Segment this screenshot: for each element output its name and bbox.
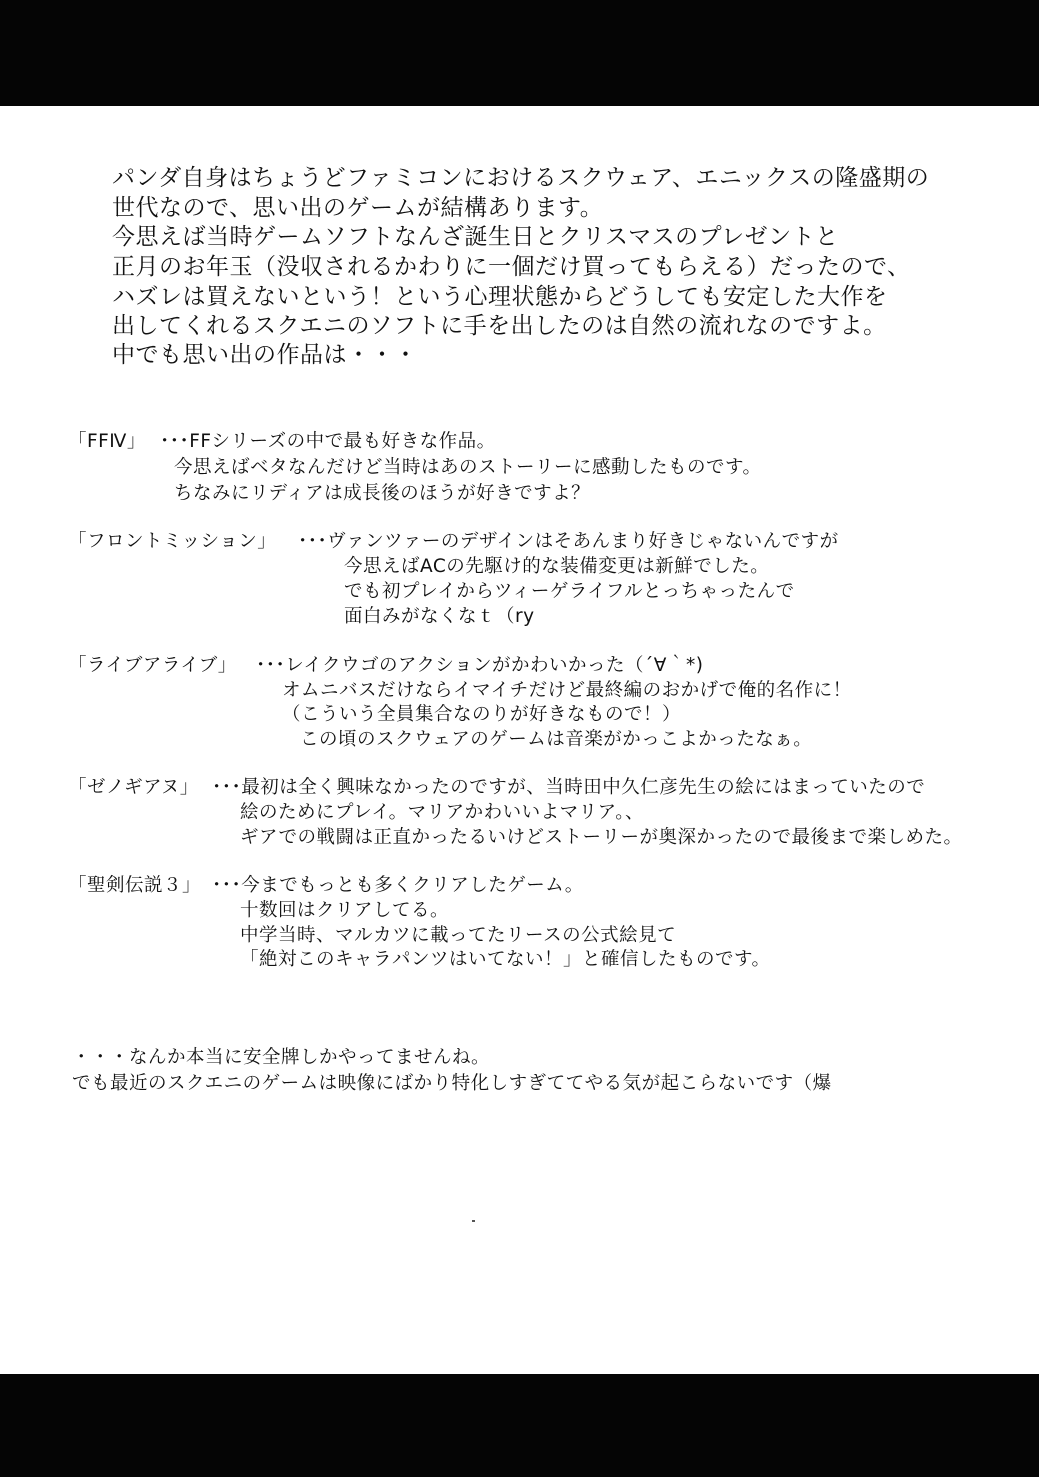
game-comment-line: ギアでの戦闘は正直かったるいけどストーリーが奥深かったので最後まで楽しめた。 bbox=[240, 827, 963, 848]
game-comment-line: 絵のためにプレイ。マリアかわいいよマリア。、 bbox=[240, 802, 644, 823]
closing-line: ・・・なんか本当に安全牌しかやってませんね。 bbox=[72, 1047, 491, 1068]
game-comment-line: 「絶対このキャラパンツはいてない！」と確信したものです。 bbox=[240, 949, 771, 970]
intro-line: 中でも思い出の作品は・・・ bbox=[112, 342, 418, 368]
game-title: 「聖剣伝説３」 bbox=[68, 875, 202, 896]
game-comment-line: 今思えばベタなんだけど当時はあのストーリーに感動したものです。 bbox=[174, 457, 762, 478]
game-title: 「FFⅣ」 bbox=[68, 431, 146, 452]
bottom-black-band bbox=[0, 1374, 1039, 1477]
game-comment-line: ちなみにリディアは成長後のほうが好きですよ？ bbox=[174, 483, 591, 504]
intro-line: パンダ自身はちょうどファミコンにおけるスクウェア、エニックスの隆盛期の bbox=[112, 165, 930, 191]
game-comment-line: オムニバスだけならイマイチだけど最終編のおかげで俺的名作に！ bbox=[282, 680, 852, 701]
intro-line: 今思えば当時ゲームソフトなんざ誕生日とクリスマスのプレゼントと bbox=[112, 224, 839, 250]
game-comment-line: ･･･最初は全く興味なかったのですが、当時田中久仁彦先生の絵にはまっていたので bbox=[212, 777, 926, 798]
top-black-band bbox=[0, 0, 1039, 106]
game-comment-line: ･･･レイクウゴのアクションがかわいかった（´∀｀*) bbox=[256, 655, 704, 676]
game-title: 「フロントミッション」 bbox=[68, 531, 277, 552]
game-comment-line: ･･･ヴァンツァーのデザインはそあんまり好きじゃないんですが bbox=[298, 531, 839, 552]
game-comment-line: でも初プレイからツィーゲライフルとっちゃったんで bbox=[344, 581, 795, 602]
game-comment-line: 今思えばACの先駆け的な装備変更は新鮮でした。 bbox=[344, 556, 770, 577]
game-comment-line: ･･･今までもっとも多くクリアしたゲーム。 bbox=[212, 875, 584, 896]
game-comment-line: 十数回はクリアしてる。 bbox=[240, 900, 450, 921]
game-comment-line: 面白みがなくなｔ（ry bbox=[344, 606, 535, 627]
intro-line: 出してくれるスクエニのソフトに手を出したのは自然の流れなのですよ。 bbox=[112, 313, 887, 339]
game-comment-line: （こういう全員集合なのりが好きなもので！） bbox=[282, 704, 682, 725]
game-comment-line: 中学当時、マルカツに載ってたリースの公式絵見て bbox=[240, 925, 677, 946]
scan-speck bbox=[472, 1220, 475, 1222]
game-title: 「ゼノギアヌ」 bbox=[68, 777, 199, 798]
game-comment-line: ･･･FFシリーズの中で最も好きな作品。 bbox=[160, 431, 496, 452]
game-comment-line: この頃のスクウェアのゲームは音楽がかっこよかったなぁ。 bbox=[300, 729, 813, 750]
intro-line: ハズレは買えないという！という心理状態からどうしても安定した大作を bbox=[112, 284, 888, 310]
closing-line: でも最近のスクエニのゲームは映像にばかり特化しすぎててやる気が起こらないです（爆 bbox=[72, 1073, 832, 1094]
game-title: 「ライブアライブ」 bbox=[68, 655, 237, 676]
intro-line: 世代なので、思い出のゲームが結構あります。 bbox=[112, 195, 604, 221]
intro-line: 正月のお年玉（没収されるかわりに一個だけ買ってもらえる）だったので、 bbox=[112, 254, 911, 280]
